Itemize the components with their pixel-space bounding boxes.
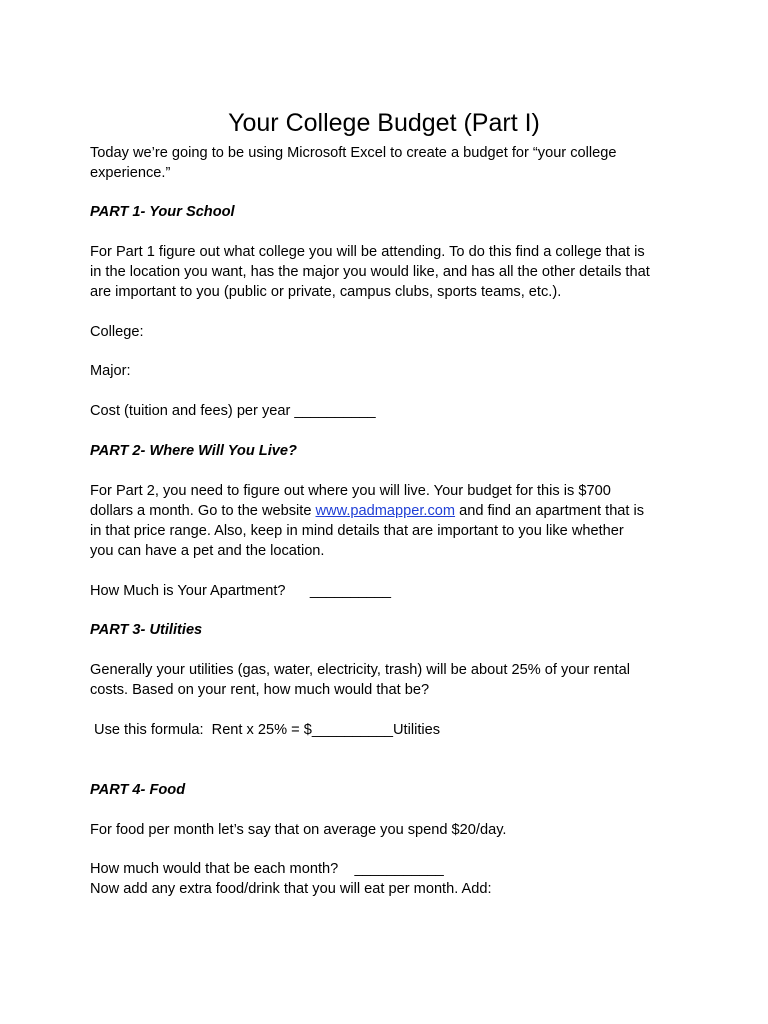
part2-heading: PART 2- Where Will You Live? (90, 443, 297, 459)
part3-paragraph-line-1: Generally your utilities (gas, water, electricity, trash) will be about 25% of your rental (90, 662, 630, 678)
part2-line2-after: and find an apartment that is (455, 503, 645, 519)
utilities-formula: Use this formula: Rent x 25% = $__________Utilities (90, 722, 441, 738)
part2-line2-before: dollars a month. Go to the website (90, 503, 316, 519)
part1-paragraph-line-3: are important to you (public or private, campus clubs, sports teams, etc.). (90, 284, 562, 300)
college-label: College: (90, 324, 144, 340)
part1-heading: PART 1- Your School (90, 204, 235, 220)
intro-line-1: Today we’re going to be using Microsoft Excel to create a budget for “your college (90, 145, 617, 161)
part4-heading: PART 4- Food (90, 782, 186, 798)
part2-paragraph-line-2 (90, 501, 682, 521)
intro-line-2: experience.” (90, 165, 171, 181)
part4-paragraph-line-1: For food per month let’s say that on average you spend $20/day. (90, 822, 507, 838)
food-month-question: How much would that be each month? ___________ (90, 861, 444, 877)
part3-paragraph-line-2: costs. Based on your rent, how much would that be? (90, 682, 430, 698)
part4-extra-food-line: Now add any extra food/drink that you will eat per month. Add: (90, 881, 492, 897)
part2-paragraph-line-4: you can have a pet and the location. (90, 543, 325, 559)
major-label: Major: (90, 363, 131, 379)
part3-heading: PART 3- Utilities (90, 622, 203, 638)
page-title: Your College Budget (Part I) (228, 109, 540, 137)
padmapper-link[interactable]: www.padmapper.com (315, 503, 456, 519)
apartment-question: How Much is Your Apartment? __________ (90, 583, 391, 599)
part2-paragraph-line-1: For Part 2, you need to figure out where you will live. Your budget for this is $700 (90, 483, 611, 499)
part2-paragraph-line-3: in that price range. Also, keep in mind details that are important to you like whether (90, 523, 624, 539)
cost-label: Cost (tuition and fees) per year __________ (90, 403, 376, 419)
part1-paragraph-line-1: For Part 1 figure out what college you will be attending. To do this find a college that is (90, 244, 645, 260)
part1-paragraph-line-2: in the location you want, has the major you would like, and has all the other details that (90, 264, 650, 280)
